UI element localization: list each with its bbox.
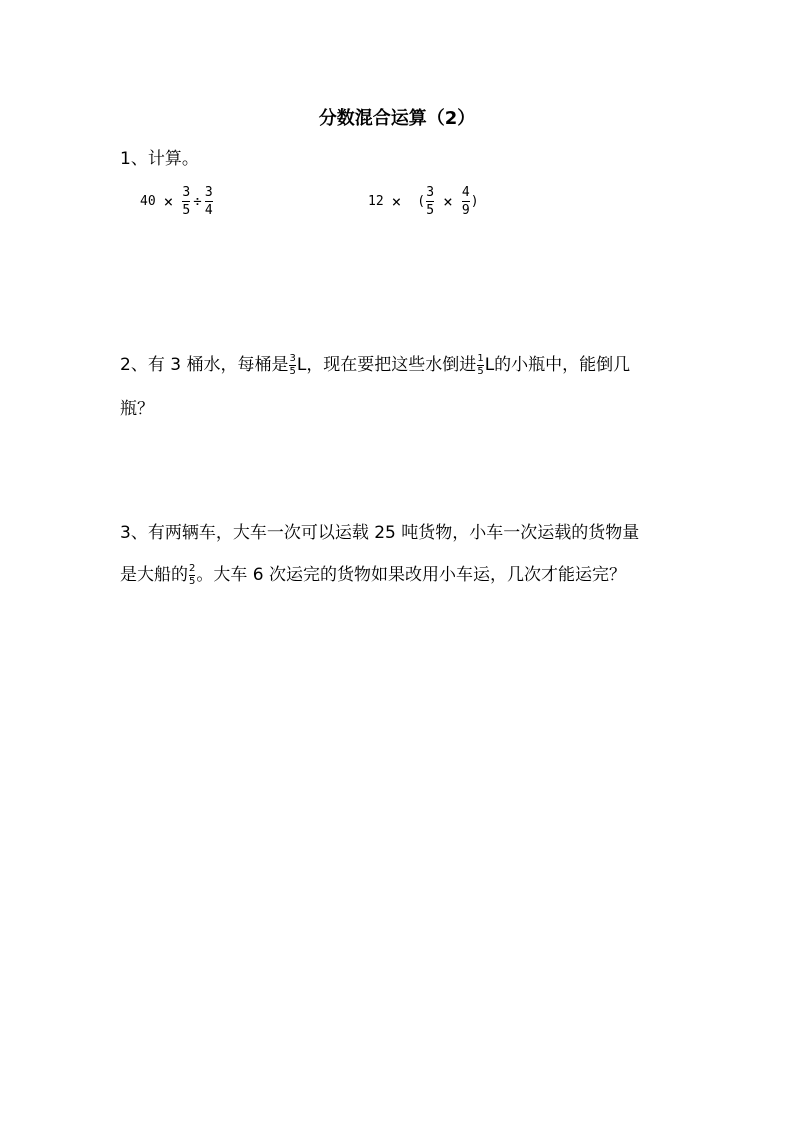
q2-text-c: 的小瓶中，能倒几 (494, 355, 631, 375)
q3-fraction-1: $\frac{2}{5}$ (189, 562, 196, 587)
expr2-fraction-2: $\frac{4}{9}$ (461, 185, 470, 218)
q2-unit-2: L (484, 355, 495, 375)
expr2-lead: 12 (368, 194, 384, 209)
expr2-times-2: × (443, 192, 453, 211)
expression-1 (140, 186, 214, 217)
question-3-line-2 (120, 562, 626, 588)
q2-text-b: ，现在要把这些水倒进 (306, 355, 477, 375)
q2-text-a: 2、有 3 桶水，每桶是 (120, 355, 289, 375)
question-1-heading: 1、计算。 (120, 149, 199, 169)
expr2-times: × (391, 192, 402, 211)
q2-fraction-2: $\frac{1}{5}$ (477, 352, 484, 377)
expr2-close-paren: ) (470, 194, 479, 209)
expr1-times: × (163, 192, 174, 211)
expr1-fraction-1: $\frac{3}{5}$ (182, 185, 191, 218)
page-title: 分数混合运算（2） (318, 108, 476, 129)
expr1-lead: 40 (140, 194, 156, 209)
expression-2 (368, 186, 479, 217)
question-2-line-1 (120, 352, 630, 378)
q2-fraction-1: $\frac{3}{5}$ (289, 352, 296, 377)
expr2-fraction-1: $\frac{3}{5}$ (426, 185, 435, 218)
expr1-divide: ÷ (193, 193, 202, 210)
q2-unit-1: L (296, 355, 307, 375)
question-3-line-1: 3、有两辆车，大车一次可以运载 25 吨货物，小车一次运载的货物量 (120, 523, 640, 543)
q3-text-b: 。大车 6 次运完的货物如果改用小车运，几次才能运完？ (196, 565, 626, 585)
expr1-fraction-2: $\frac{3}{4}$ (204, 185, 213, 218)
expr2-open-paren: ( (417, 194, 426, 209)
question-2-line-2: 瓶？ (120, 399, 154, 419)
q3-text-a: 是大船的 (120, 565, 188, 585)
